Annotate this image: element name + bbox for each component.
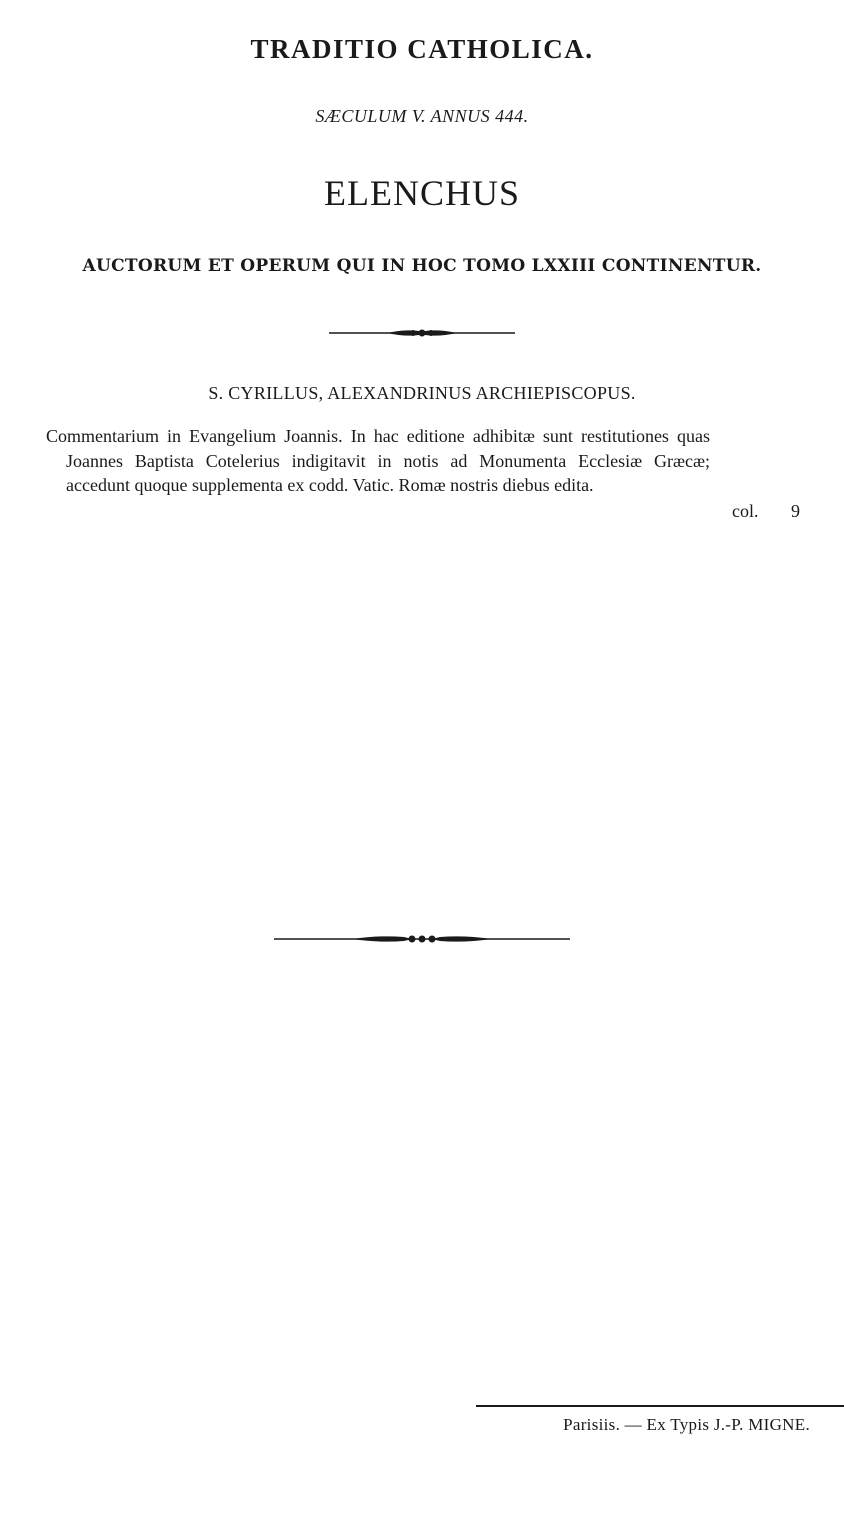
column-label: col.	[732, 501, 759, 521]
page-subtitle: AUCTORUM ET OPERUM QUI IN HOC TOMO LXXIII CONTINENTUR.	[82, 256, 762, 276]
imprint-rule	[476, 1405, 844, 1407]
column-reference	[732, 501, 812, 522]
author-heading: S. CYRILLUS, ALEXANDRINUS ARCHIEPISCOPUS.	[208, 383, 636, 403]
series-title: TRADITIO CATHOLICA.	[250, 34, 594, 64]
printer-imprint: Parisiis. — Ex Typis J.-P. MIGNE.	[563, 1415, 810, 1434]
century-line: SÆCULUM V. ANNUS 444.	[315, 106, 529, 126]
ornament-divider-bottom	[0, 932, 844, 946]
page-title: ELENCHUS	[324, 173, 520, 213]
column-number: 9	[791, 501, 800, 521]
ornament-divider-top	[0, 326, 844, 340]
work-entry: Commentarium in Evangelium Joannis. In hac editione adhibitæ sunt restitutiones quas Joannes Baptista Cotelerius indigitavit in notis ad Monumenta Ecclesiæ Græcæ; accedunt quoque supplementa ex codd. Vatic. Romæ nostris diebus edita.	[46, 426, 710, 495]
